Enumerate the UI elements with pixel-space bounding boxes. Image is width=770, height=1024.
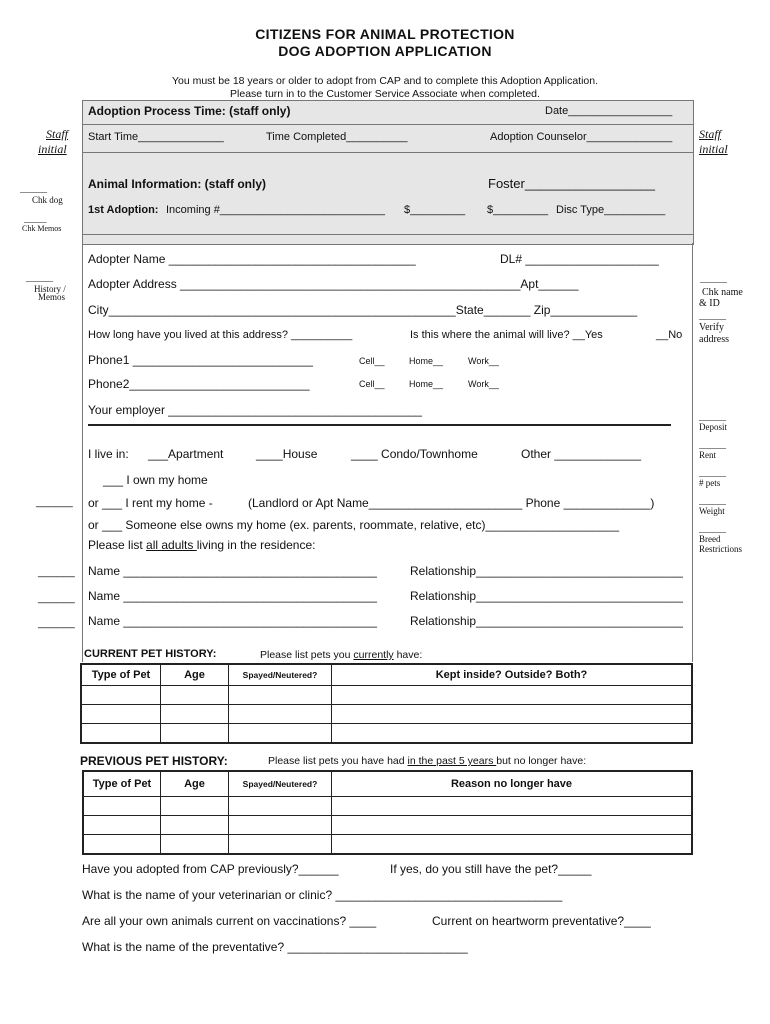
- chk-memos-label: Chk Memos: [22, 224, 62, 233]
- weight-label: Weight: [699, 506, 725, 516]
- house-option[interactable]: ____House: [256, 447, 318, 461]
- weight-blank[interactable]: ______: [699, 496, 726, 506]
- table-cell[interactable]: [229, 724, 332, 744]
- table-cell[interactable]: [229, 686, 332, 705]
- someone-else-option[interactable]: or ___ Someone else owns my home (ex. parents, roommate, relative, etc)____________________: [88, 518, 619, 532]
- col-type-of-pet: Type of Pet: [81, 664, 161, 686]
- staff-only-box: [82, 100, 694, 245]
- table-cell[interactable]: [332, 686, 693, 705]
- col-type-of-pet: Type of Pet: [83, 771, 161, 797]
- table-header-row: [83, 771, 692, 797]
- heartworm-field[interactable]: Current on heartworm preventative?____: [432, 914, 651, 928]
- history-blank[interactable]: ______: [26, 273, 53, 283]
- adopter-address-field[interactable]: Adopter Address ___________________________________________________Apt______: [88, 277, 579, 291]
- form-border-left: [82, 243, 83, 662]
- current-pet-note: [260, 649, 422, 661]
- adult-2-relationship-field[interactable]: Relationship_______________________________: [410, 589, 683, 603]
- chk-name-label: Chk name: [702, 287, 743, 298]
- previous-pet-note-pre: Please list pets you have had: [268, 755, 408, 767]
- table-cell[interactable]: [332, 816, 693, 835]
- adult-3-name-field[interactable]: Name ______________________________________: [88, 614, 377, 628]
- col-spayed-neutered: Spayed/Neutered?: [229, 664, 332, 686]
- foster-field[interactable]: Foster__________________: [488, 176, 655, 191]
- divider: [82, 124, 693, 125]
- previous-pet-note-underlined: in the past 5 years: [407, 755, 497, 767]
- chk-dog-label: Chk dog: [32, 195, 63, 205]
- list-adults-pre: Please list: [88, 538, 147, 552]
- table-cell[interactable]: [161, 835, 229, 855]
- table-cell[interactable]: [229, 816, 332, 835]
- table-cell[interactable]: [81, 686, 161, 705]
- price-field-2[interactable]: $_________: [487, 204, 549, 216]
- employer-field[interactable]: Your employer ______________________________________: [88, 403, 422, 417]
- animal-live-no[interactable]: __No: [656, 329, 683, 341]
- own-home-option[interactable]: ___ I own my home: [103, 473, 208, 487]
- current-pet-note-pre: Please list pets you: [260, 649, 354, 661]
- pets-label: # pets: [699, 478, 721, 488]
- how-long-field[interactable]: How long have you lived at this address? __________: [88, 329, 353, 341]
- table-cell[interactable]: [332, 724, 693, 744]
- start-time-field[interactable]: Start Time______________: [88, 131, 224, 143]
- current-pet-history-title: CURRENT PET HISTORY:: [84, 648, 217, 660]
- table-cell[interactable]: [81, 724, 161, 744]
- list-adults-post: living in the residence:: [196, 538, 316, 552]
- previous-pet-table: [82, 770, 693, 855]
- phone1-work[interactable]: Work__: [468, 356, 499, 366]
- landlord-field[interactable]: (Landlord or Apt Name_______________________ Phone _____________): [248, 496, 655, 510]
- table-cell[interactable]: [332, 835, 693, 855]
- adult-1-name-field[interactable]: Name ______________________________________: [88, 564, 377, 578]
- table-cell[interactable]: [332, 705, 693, 724]
- deposit-label: Deposit: [699, 422, 727, 432]
- col-kept-inside-outside: Kept inside? Outside? Both?: [332, 664, 693, 686]
- animal-info-title: Animal Information: (staff only): [88, 177, 266, 191]
- adoption-counselor-field[interactable]: Adoption Counselor______________: [490, 131, 673, 143]
- time-completed-field[interactable]: Time Completed__________: [266, 131, 408, 143]
- chk-name-blank[interactable]: ______: [700, 274, 727, 284]
- date-field[interactable]: Date_________________: [545, 105, 673, 117]
- table-row[interactable]: [83, 816, 692, 835]
- veterinarian-field[interactable]: What is the name of your veterinarian or clinic? __________________________________: [82, 888, 563, 902]
- current-pet-note-underlined: currently: [353, 649, 394, 661]
- animal-live-yes[interactable]: Is this where the animal will live? __Yes: [410, 329, 603, 341]
- verify-blank[interactable]: ______: [699, 311, 726, 321]
- adult-1-relationship-field[interactable]: Relationship_______________________________: [410, 564, 683, 578]
- right-initial-label: initial: [699, 142, 728, 156]
- section-divider: [88, 424, 671, 426]
- phone2-home[interactable]: Home__: [409, 379, 444, 389]
- form-subtitle: DOG ADOPTION APPLICATION: [278, 43, 492, 59]
- adult-2-name-field[interactable]: Name ______________________________________: [88, 589, 377, 603]
- dl-field[interactable]: DL# ____________________: [500, 252, 659, 266]
- rent-home-option[interactable]: or ___ I rent my home -: [88, 496, 213, 510]
- rent-initial-blank[interactable]: ______: [36, 496, 73, 508]
- phone1-field[interactable]: Phone1 ___________________________: [88, 353, 313, 367]
- still-have-pet-field[interactable]: If yes, do you still have the pet?_____: [390, 862, 592, 876]
- form-title: CITIZENS FOR ANIMAL PROTECTION: [255, 26, 515, 42]
- disc-type-field[interactable]: Disc Type__________: [556, 204, 666, 216]
- table-row[interactable]: [81, 686, 692, 705]
- table-cell[interactable]: [161, 686, 229, 705]
- table-cell[interactable]: [161, 705, 229, 724]
- rent-blank[interactable]: ______: [699, 440, 726, 450]
- restrictions-label: Restrictions: [699, 544, 742, 554]
- incoming-number-field[interactable]: Incoming #___________________________: [166, 204, 385, 216]
- current-pet-table: [80, 663, 693, 744]
- preventative-name-field[interactable]: What is the name of the preventative? ___________________________: [82, 940, 468, 954]
- previous-pet-note: [268, 755, 586, 767]
- adult-1-initial-blank[interactable]: ______: [38, 566, 75, 578]
- table-cell[interactable]: [229, 797, 332, 816]
- list-adults-label: [88, 538, 315, 552]
- chk-memos-blank[interactable]: _____: [24, 214, 47, 224]
- list-adults-underlined: all adults: [146, 538, 197, 552]
- adult-3-initial-blank[interactable]: ______: [38, 617, 75, 629]
- deposit-blank[interactable]: ______: [699, 412, 726, 422]
- table-cell[interactable]: [332, 797, 693, 816]
- current-pet-note-post: have:: [393, 649, 423, 661]
- col-age: Age: [161, 771, 229, 797]
- condo-option[interactable]: ____ Condo/Townhome: [351, 447, 478, 461]
- history-label: History /: [34, 284, 66, 294]
- table-row[interactable]: [83, 835, 692, 855]
- phone1-cell[interactable]: Cell__: [359, 356, 385, 366]
- memos-label: Memos: [38, 292, 65, 302]
- table-header-row: [81, 664, 692, 686]
- table-cell[interactable]: [229, 835, 332, 855]
- divider: [82, 234, 693, 235]
- chk-dog-blank[interactable]: ______: [20, 184, 47, 194]
- city-state-zip-field[interactable]: City____________________________________________________State_______ Zip_____________: [88, 303, 638, 317]
- adopter-name-field[interactable]: Adopter Name _____________________________________: [88, 252, 416, 266]
- vaccinations-field[interactable]: Are all your own animals current on vaccinations? ____: [82, 914, 377, 928]
- phone2-cell[interactable]: Cell__: [359, 379, 385, 389]
- previous-pet-note-post: but no longer have:: [496, 755, 587, 767]
- col-spayed-neutered: Spayed/Neutered?: [229, 771, 332, 797]
- phone1-home[interactable]: Home__: [409, 356, 444, 366]
- phone2-field[interactable]: Phone2___________________________: [88, 377, 310, 391]
- table-row[interactable]: [81, 705, 692, 724]
- phone2-work[interactable]: Work__: [468, 379, 499, 389]
- col-reason-no-longer-have: Reason no longer have: [332, 771, 693, 797]
- table-cell[interactable]: [161, 816, 229, 835]
- divider: [82, 152, 693, 153]
- price-field-1[interactable]: $_________: [404, 204, 466, 216]
- first-adoption-label: 1st Adoption:: [88, 204, 159, 216]
- left-staff-label: Staff: [46, 127, 69, 141]
- breed-blank[interactable]: ______: [699, 524, 726, 534]
- live-in-label: I live in:: [88, 447, 129, 461]
- left-initial-label: initial: [38, 142, 67, 156]
- adult-3-relationship-field[interactable]: Relationship_______________________________: [410, 614, 683, 628]
- other-option[interactable]: Other _____________: [521, 447, 642, 461]
- address-label: address: [699, 334, 729, 345]
- table-cell[interactable]: [229, 705, 332, 724]
- apartment-option[interactable]: ___Apartment: [148, 447, 224, 461]
- verify-label: Verify: [699, 322, 724, 333]
- adoption-process-title: Adoption Process Time: (staff only): [88, 104, 291, 118]
- breed-label: Breed: [699, 534, 721, 544]
- intro-line-2: Please turn in to the Customer Service Associate when completed.: [230, 88, 540, 100]
- table-row[interactable]: [81, 724, 692, 744]
- table-row[interactable]: [83, 797, 692, 816]
- right-staff-label: Staff: [699, 127, 722, 141]
- form-border-right: [692, 243, 693, 662]
- intro-line-1: You must be 18 years or older to adopt from CAP and to complete this Adoption Application.: [171, 75, 599, 87]
- previous-pet-history-title: PREVIOUS PET HISTORY:: [80, 754, 228, 768]
- and-id-label: & ID: [699, 298, 720, 309]
- table-cell[interactable]: [81, 705, 161, 724]
- pets-blank[interactable]: ______: [699, 468, 726, 478]
- adopted-previously-field[interactable]: Have you adopted from CAP previously?______: [82, 862, 339, 876]
- col-age: Age: [161, 664, 229, 686]
- table-cell[interactable]: [161, 797, 229, 816]
- table-cell[interactable]: [83, 797, 161, 816]
- adult-2-initial-blank[interactable]: ______: [38, 592, 75, 604]
- table-cell[interactable]: [83, 835, 161, 855]
- table-cell[interactable]: [161, 724, 229, 744]
- table-cell[interactable]: [83, 816, 161, 835]
- rent-label: Rent: [699, 450, 716, 460]
